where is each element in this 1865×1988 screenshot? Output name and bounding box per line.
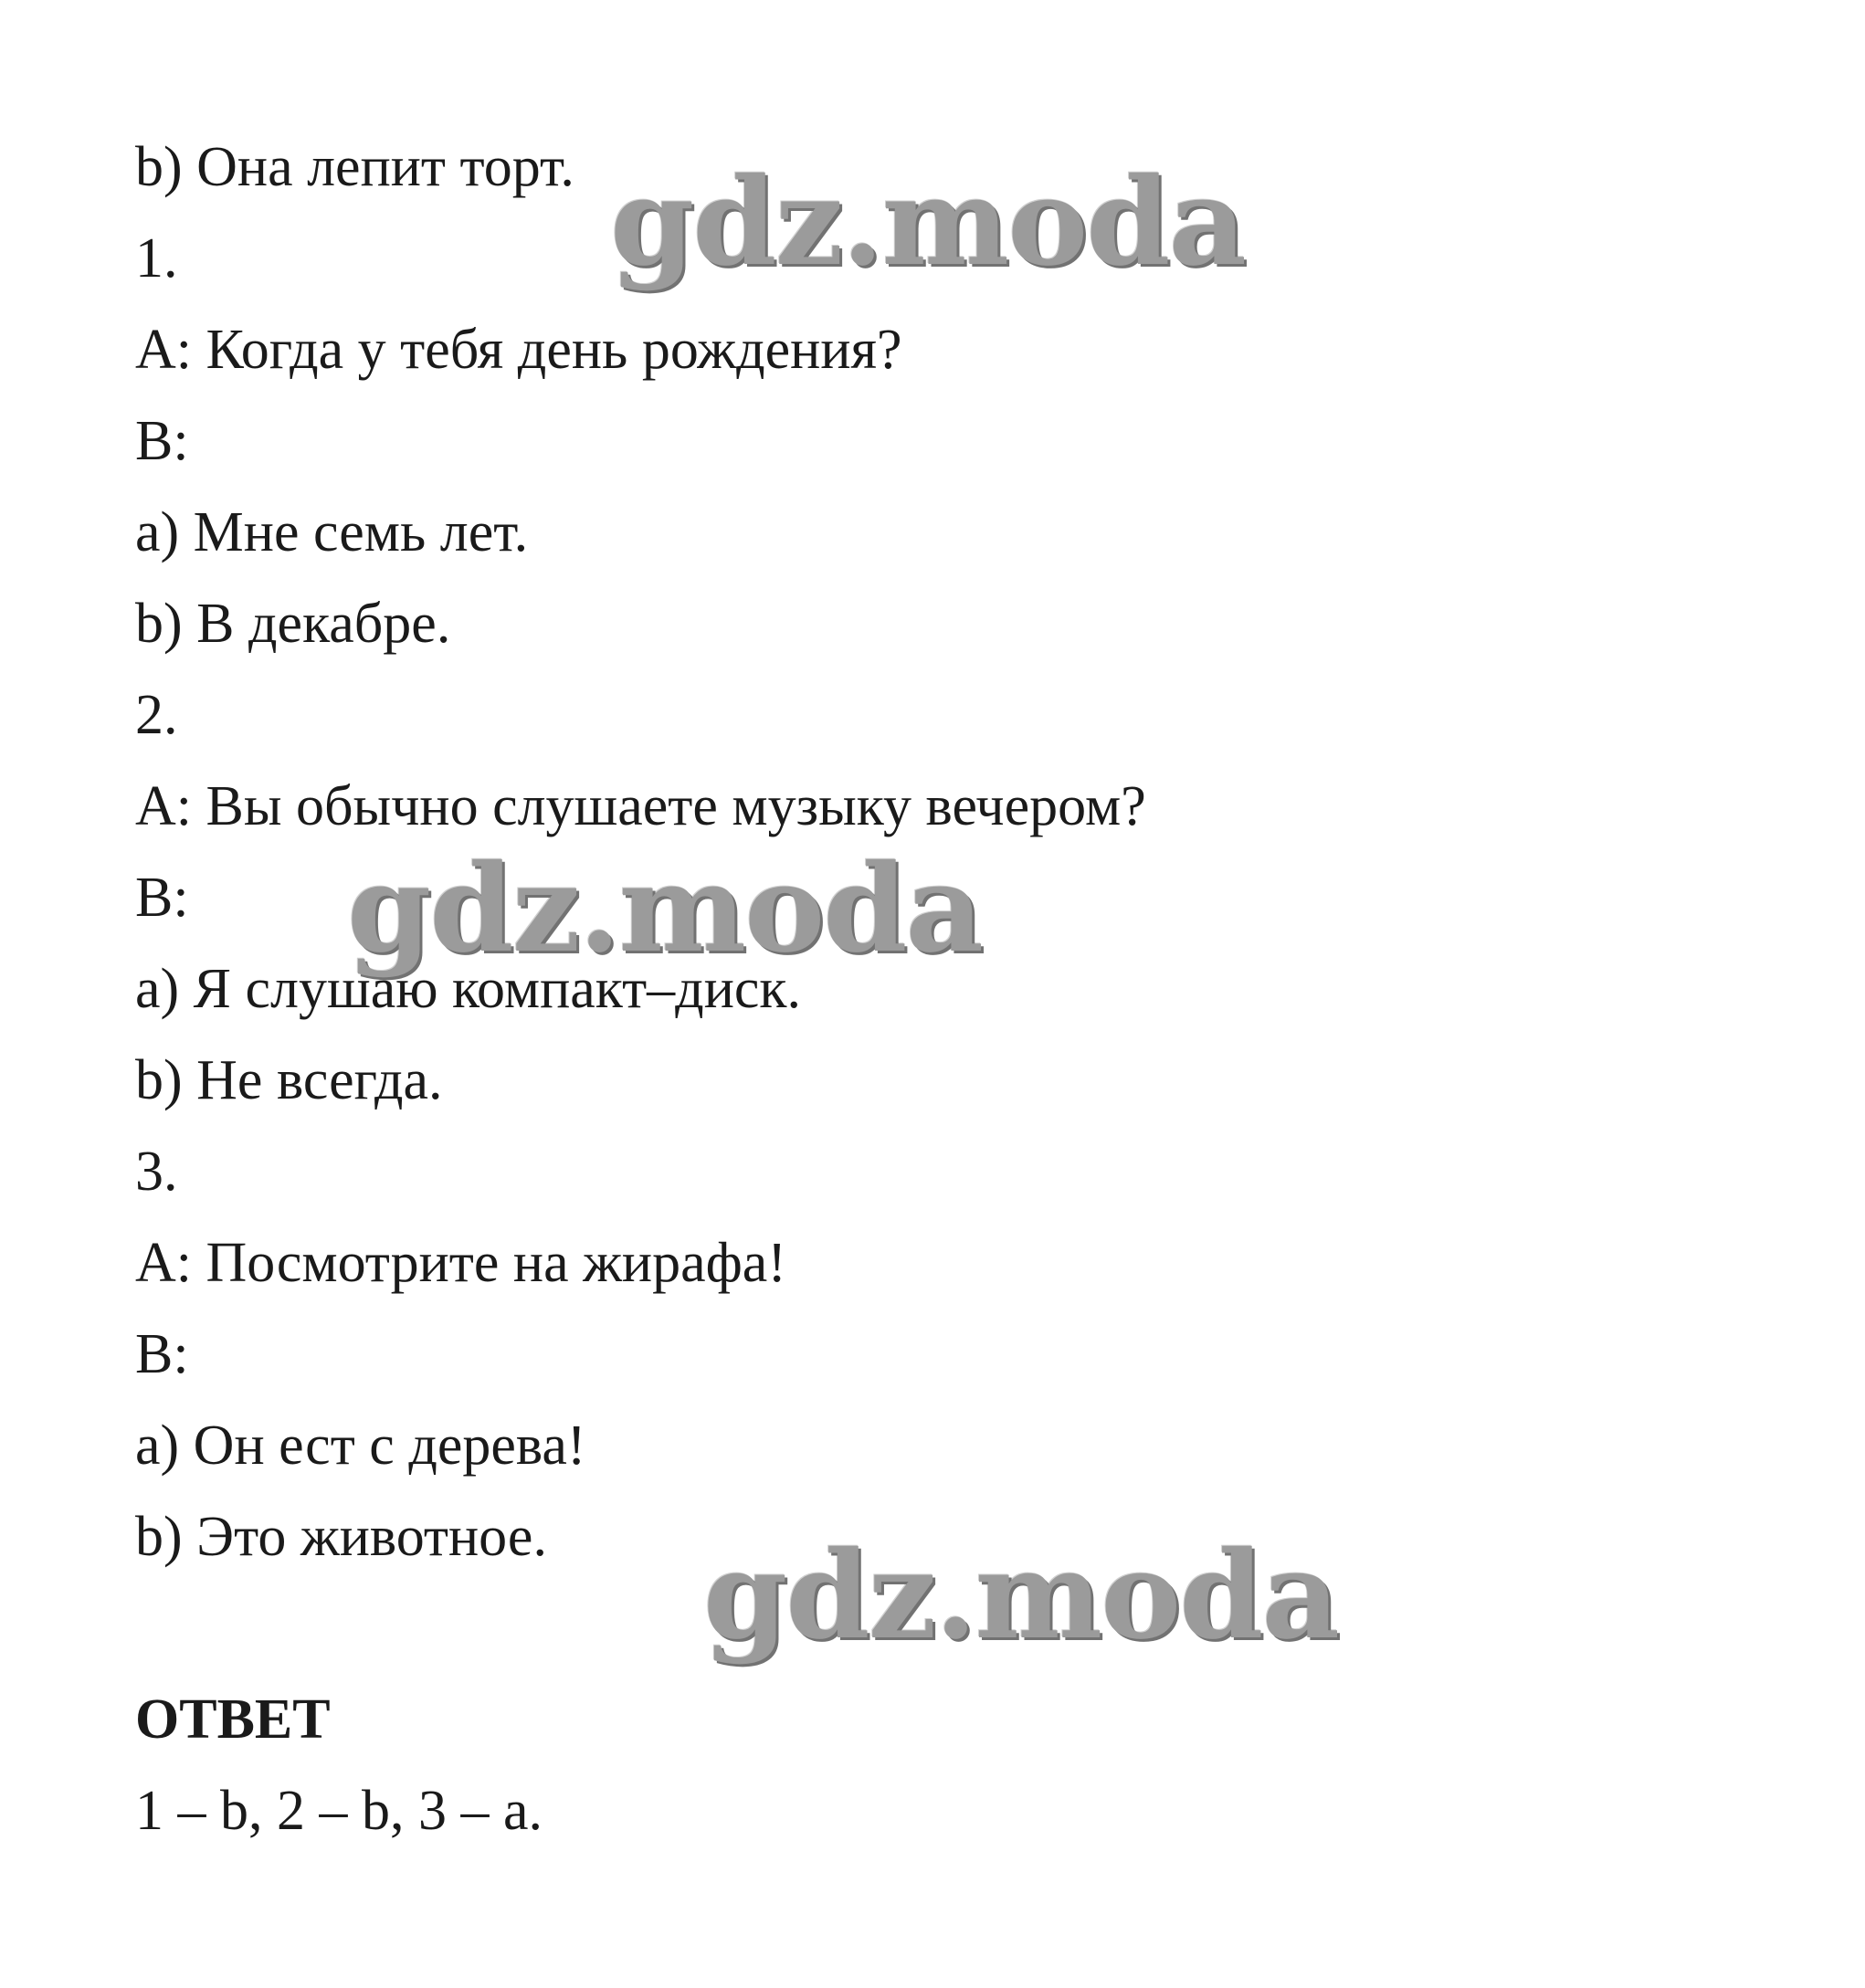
speaker-b-2: B: [135,867,189,929]
item-number-2: 2. [135,684,178,746]
question-music: A: Вы обычно слушаете музыку вечером? [135,775,1146,837]
option-a-cd: a) Я слушаю компакт–диск. [135,958,802,1020]
question-giraffe: A: Посмотрите на жирафа! [135,1232,786,1294]
answer-text: 1 – b, 2 – b, 3 – a. [135,1780,543,1842]
item-number-1: 1. [135,227,178,289]
speaker-b-1: B: [135,410,189,472]
question-birthday: A: Когда у тебя день рождения? [135,319,902,381]
option-b-animal: b) Это животное. [135,1506,547,1568]
watermark-logo: gdz.moda [610,152,1246,293]
watermark-logo: gdz.moda [347,838,983,980]
speaker-b-3: B: [135,1323,189,1385]
option-b-not-always: b) Не всегда. [135,1049,443,1111]
option-b-cake: b) Она лепит торт. [135,136,574,198]
answer-heading: ОТВЕТ [135,1688,331,1751]
option-a-seven-years: a) Мне семь лет. [135,501,529,563]
option-b-december: b) В декабре. [135,593,451,655]
option-a-tree: a) Он ест с дерева! [135,1415,586,1477]
watermark-logo: gdz.moda [703,1525,1339,1667]
item-number-3: 3. [135,1141,178,1203]
